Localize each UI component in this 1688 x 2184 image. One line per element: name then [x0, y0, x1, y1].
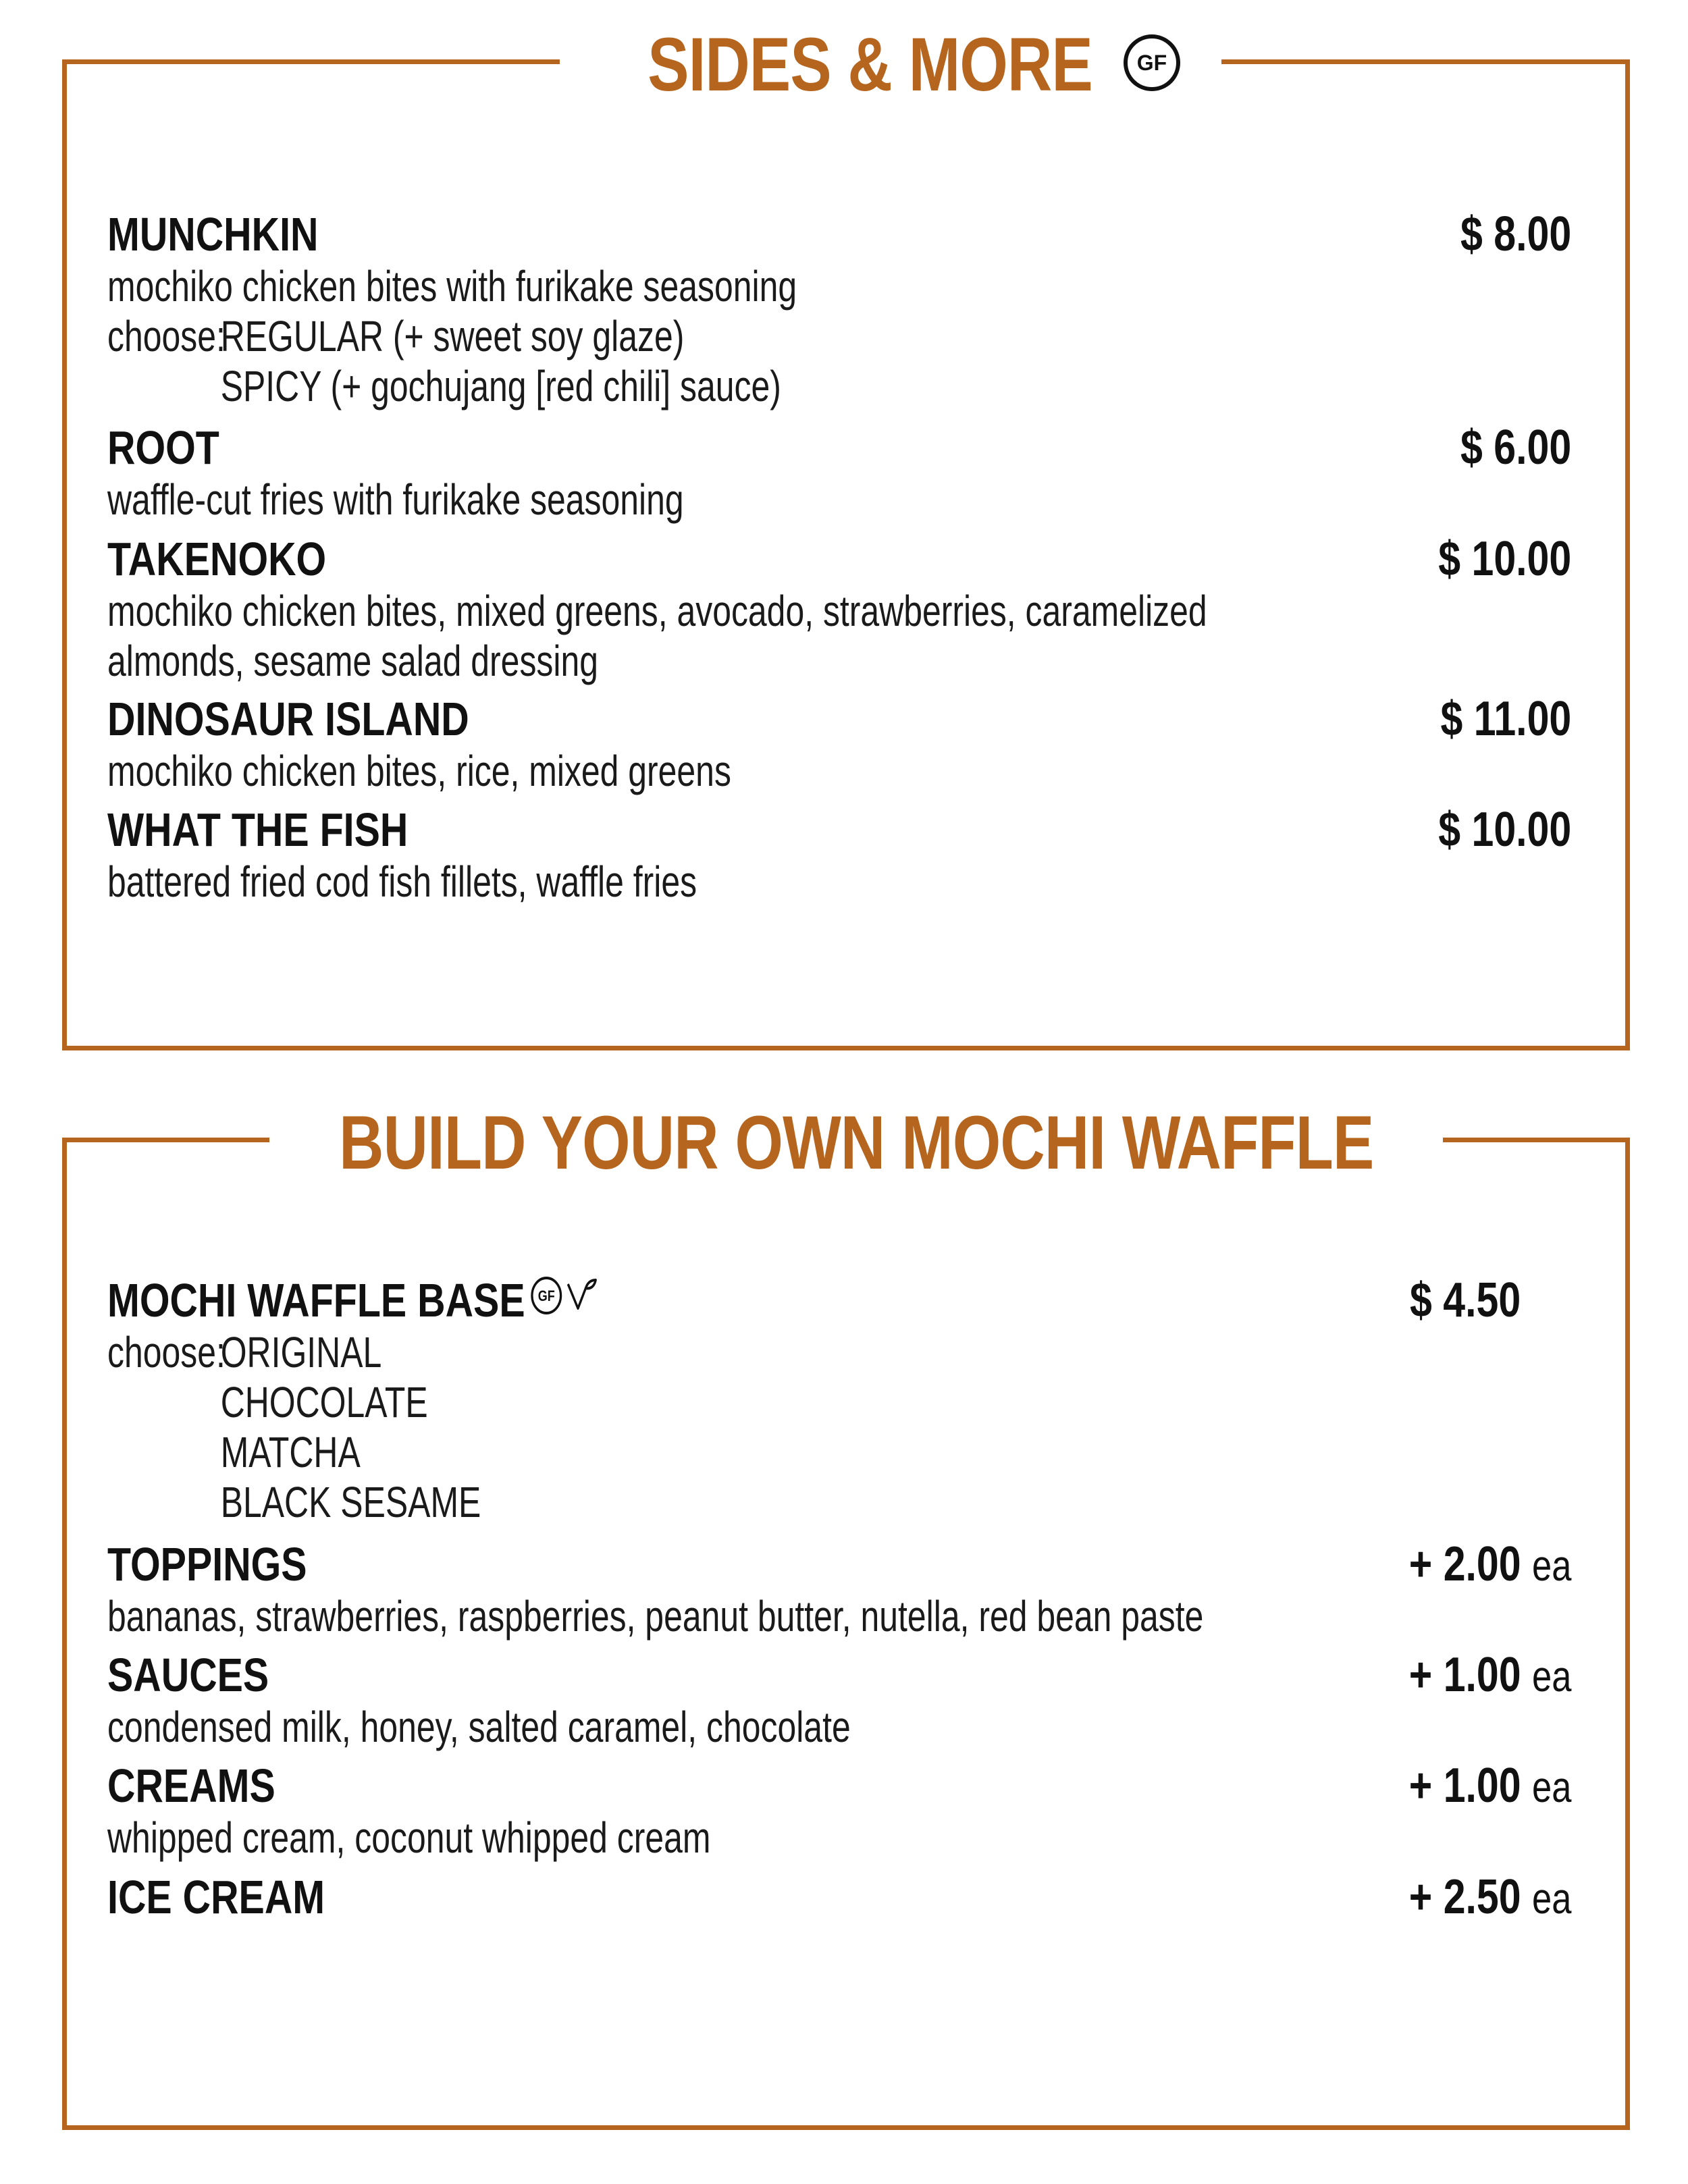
- menu-item-creams: [107, 1759, 1571, 1863]
- item-price: $ 10.00: [1438, 532, 1571, 586]
- option-matcha: MATCHA: [220, 1428, 361, 1476]
- item-description: mochiko chicken bites with furikake seasoning: [107, 262, 797, 311]
- item-price-wrap: [1408, 1759, 1571, 1814]
- price-unit: ea: [1531, 1652, 1571, 1701]
- choose-row: [107, 1427, 1249, 1477]
- option-chocolate: CHOCOLATE: [220, 1378, 428, 1427]
- item-price-wrap: [1408, 1537, 1571, 1593]
- item-price: $ 4.50: [1409, 1273, 1521, 1327]
- price-unit: ea: [1531, 1874, 1571, 1923]
- menu-item-toppings: [107, 1537, 1571, 1641]
- item-price-wrap: [1408, 1648, 1571, 1703]
- item-price: + 1.00: [1408, 1648, 1521, 1702]
- menu-item-sauces: [107, 1648, 1571, 1752]
- item-price: + 2.00: [1408, 1537, 1521, 1591]
- option-black-sesame: BLACK SESAME: [220, 1478, 481, 1526]
- item-description: waffle-cut fries with furikake seasoning: [107, 475, 684, 524]
- section-title-sides: SIDES & MORE: [648, 22, 1093, 107]
- item-name: ROOT: [107, 421, 219, 474]
- build-your-own-waffle-panel: [62, 1100, 1630, 2130]
- menu-item-what-the-fish: [107, 803, 1571, 907]
- option-regular: REGULAR (+ sweet soy glaze): [220, 312, 685, 361]
- choose-row: [107, 1327, 1249, 1377]
- choose-row: [107, 361, 1249, 411]
- waffle-title-wrap: [269, 1100, 1443, 1185]
- choose-row: [107, 311, 1249, 361]
- choose-label: choose:: [107, 1328, 226, 1377]
- choose-row: [107, 1377, 1249, 1427]
- sides-and-more-panel: [62, 22, 1630, 1050]
- price-unit: ea: [1531, 1541, 1571, 1590]
- menu-item-takenoko: [107, 532, 1571, 686]
- item-description: bananas, strawberries, raspberries, peanut butter, nutella, red bean paste: [107, 1592, 1204, 1641]
- item-price: $ 10.00: [1438, 803, 1571, 857]
- menu-item-munchkin: [107, 207, 1571, 411]
- svg-text:GF: GF: [1136, 50, 1167, 75]
- item-name: TOPPINGS: [107, 1538, 307, 1591]
- gluten-free-icon: [1122, 32, 1182, 97]
- item-description: mochiko chicken bites, mixed greens, avocado, strawberries, caramelized: [107, 587, 1207, 635]
- item-price: + 2.50: [1408, 1870, 1521, 1924]
- option-spicy: SPICY (+ gochujang [red chili] sauce): [220, 362, 781, 410]
- choose-label: choose:: [107, 312, 226, 361]
- option-original: ORIGINAL: [220, 1328, 382, 1377]
- item-name: CREAMS: [107, 1759, 275, 1812]
- item-price: $ 6.00: [1460, 421, 1571, 475]
- item-name: MOCHI WAFFLE BASE: [107, 1274, 525, 1327]
- item-name-wrap: [107, 1273, 598, 1327]
- item-name: MUNCHKIN: [107, 208, 319, 261]
- item-name: SAUCES: [107, 1649, 269, 1701]
- gluten-free-icon: [529, 1273, 564, 1327]
- vegan-icon: [564, 1273, 598, 1327]
- choose-row: [107, 1477, 1249, 1527]
- section-title-waffle: BUILD YOUR OWN MOCHI WAFFLE: [338, 1100, 1374, 1185]
- item-description-line-2: almonds, sesame salad dressing: [107, 637, 598, 685]
- menu-item-mochi-waffle-base: [107, 1273, 1571, 1527]
- item-name: ICE CREAM: [107, 1871, 325, 1923]
- item-price-wrap: [1408, 1870, 1571, 1925]
- item-description: mochiko chicken bites, rice, mixed greens: [107, 747, 731, 795]
- dietary-icons: [529, 1273, 598, 1327]
- sides-title-wrap: [560, 22, 1221, 107]
- menu-item-dinosaur-island: [107, 692, 1571, 796]
- item-description: battered fried cod fish fillets, waffle fries: [107, 857, 697, 906]
- item-name: WHAT THE FISH: [107, 803, 408, 856]
- item-price: $ 8.00: [1460, 207, 1571, 261]
- item-description: condensed milk, honey, salted caramel, chocolate: [107, 1703, 851, 1751]
- item-price: $ 11.00: [1440, 692, 1571, 746]
- price-unit: ea: [1531, 1763, 1571, 1811]
- item-name: TAKENOKO: [107, 533, 327, 585]
- menu-item-root: [107, 421, 1571, 525]
- item-name: DINOSAUR ISLAND: [107, 693, 469, 745]
- menu-item-ice-cream: [107, 1870, 1571, 1924]
- svg-text:GF: GF: [538, 1288, 556, 1305]
- item-price: + 1.00: [1408, 1759, 1521, 1813]
- item-description: whipped cream, coconut whipped cream: [107, 1813, 711, 1862]
